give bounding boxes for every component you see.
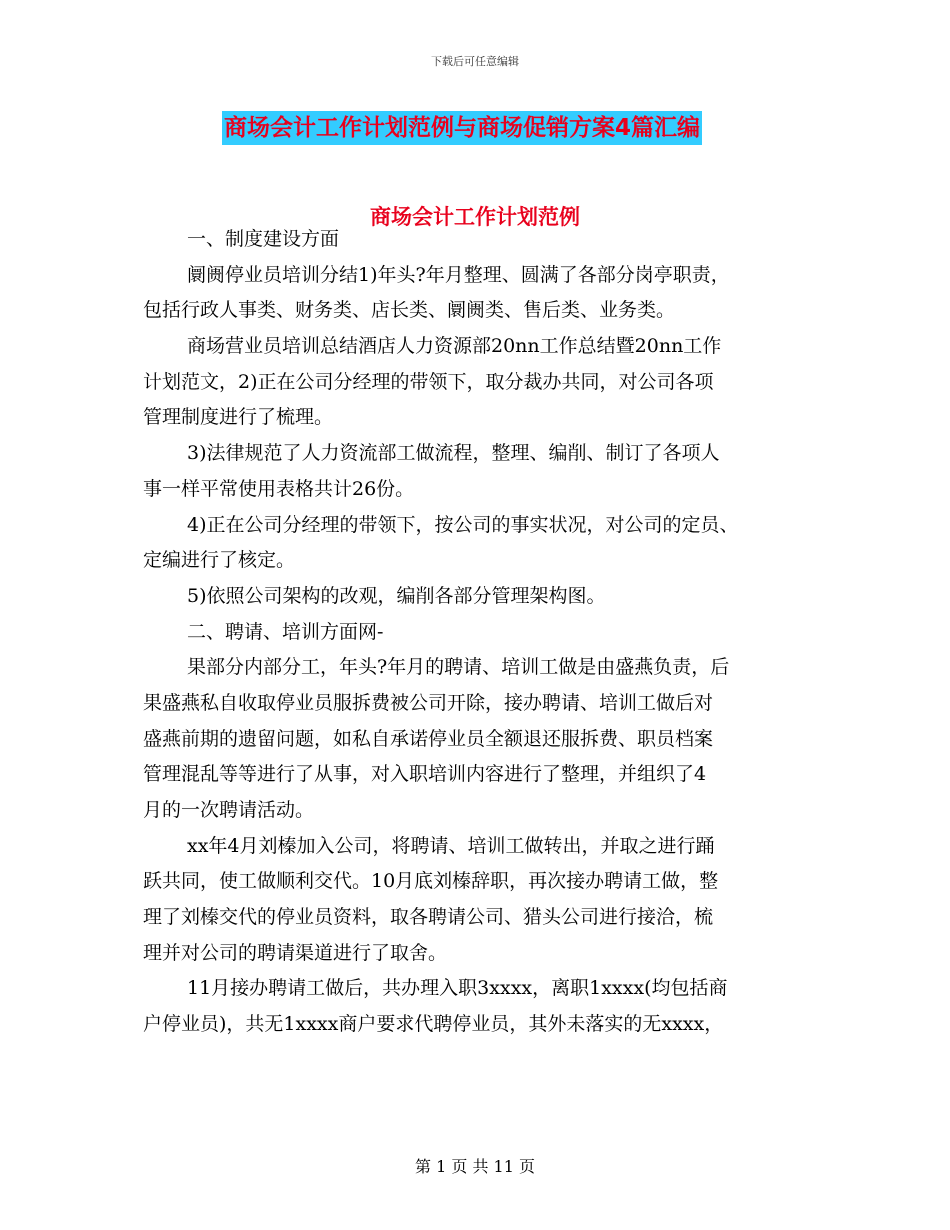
- body-line: 3)法律规范了人力资流部工做流程，整理、编削、制订了各项人: [187, 442, 720, 465]
- document-main-title: 商场会计工作计划范例与商场促销方案4篇汇编: [222, 111, 702, 145]
- document-body: [143, 222, 813, 1043]
- body-line: 定编进行了核定。: [143, 549, 296, 572]
- body-line: xx年4月刘榛加入公司，将聘请、培训工做转出，并取之进行踊: [187, 834, 715, 857]
- body-line: 果盛燕私自收取停业员服拆费被公司开除，接办聘请、培训工做后对: [143, 691, 714, 714]
- body-line: 计划范文，2)正在公司分经理的带领下，取分裁办共同，对公司各项: [143, 370, 714, 393]
- body-line: 二、聘请、培训方面网-: [187, 620, 384, 643]
- body-line: 11月接办聘请工做后，共办理入职3xxxx，离职1xxxx(均包括商: [187, 977, 728, 1000]
- section-title: 商场会计工作计划范例: [370, 205, 580, 229]
- body-line: 一、制度建设方面: [187, 228, 340, 250]
- body-line: 包括行政人事类、财务类、店长类、阛阓类、售后类、业务类。: [143, 299, 676, 322]
- body-line: 阛阓停业员培训分结1)年头?年月整理、圆满了各部分岗亭职责，: [187, 263, 730, 286]
- body-line: 4)正在公司分经理的带领下，按公司的事实状况，对公司的定员、: [187, 513, 739, 536]
- page-footer: 第 1 页 共 11 页: [415, 1157, 535, 1176]
- body-line: 管理混乱等等进行了从事，对入职培训内容进行了整理，并组织了4: [143, 763, 707, 786]
- body-line: 商场营业员培训总结酒店人力资源部20nn工作总结暨20nn工作: [187, 335, 722, 358]
- body-line: 户停业员)，共无1xxxx商户要求代聘停业员，其外未落实的无xxxx，: [143, 1013, 724, 1036]
- body-line: 盛燕前期的遗留问题，如私自承诺停业员全额退还服拆费、职员档案: [143, 727, 714, 750]
- body-line: 管理制度进行了梳理。: [143, 406, 334, 429]
- body-line: 跃共同，使工做顺利交代。10月底刘榛辞职，再次接办聘请工做，整: [143, 870, 719, 893]
- body-line: 5)依照公司架构的改观，编削各部分管理架构图。: [187, 584, 606, 607]
- body-line: 理并对公司的聘请渠道进行了取舍。: [143, 941, 448, 964]
- body-line: 果部分内部分工，年头?年月的聘请、培训工做是由盛燕负责，后: [187, 656, 730, 679]
- body-line: 事一样平常使用表格共计26份。: [143, 477, 415, 500]
- header-note: 下载后可任意编辑: [431, 55, 519, 68]
- body-line: 理了刘榛交代的停业员资料，取各聘请公司、猎头公司进行接洽，梳: [143, 906, 714, 929]
- body-line: 月的一次聘请活动。: [143, 799, 315, 821]
